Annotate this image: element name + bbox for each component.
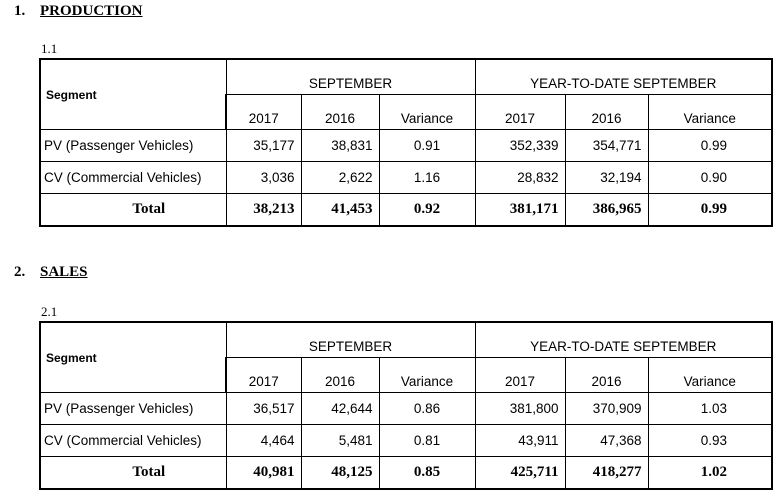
total-variance: 0.92 <box>379 194 475 227</box>
variance-cell: 0.91 <box>379 130 475 162</box>
total-label: Total <box>40 194 226 227</box>
total-value: 418,277 <box>565 457 648 490</box>
header-year: 2016 <box>301 95 379 130</box>
production-table <box>39 58 773 227</box>
segment-name: CV (Commercial Vehicles) <box>40 425 226 457</box>
value-cell: 32,194 <box>565 162 648 194</box>
total-row <box>40 457 772 490</box>
header-variance: Variance <box>379 95 475 130</box>
header-row-groups <box>40 322 772 358</box>
subsection-number: 1.1 <box>41 41 58 56</box>
section-title: SALES <box>40 264 88 280</box>
value-cell: 370,909 <box>565 393 648 425</box>
segment-name: CV (Commercial Vehicles) <box>40 162 226 194</box>
header-month: SEPTEMBER <box>226 59 475 95</box>
value-cell: 28,832 <box>475 162 565 194</box>
total-value: 386,965 <box>565 194 648 227</box>
header-variance: Variance <box>648 95 772 130</box>
sales-table <box>39 321 773 490</box>
value-cell: 354,771 <box>565 130 648 162</box>
value-cell: 42,644 <box>301 393 379 425</box>
total-value: 41,453 <box>301 194 379 227</box>
variance-cell: 1.03 <box>648 393 772 425</box>
header-month: SEPTEMBER <box>226 322 475 358</box>
section-heading-sales <box>14 264 88 281</box>
value-cell: 352,339 <box>475 130 565 162</box>
variance-cell: 0.81 <box>379 425 475 457</box>
section-heading-production <box>14 3 143 20</box>
total-value: 40,981 <box>226 457 301 490</box>
header-ytd: YEAR-TO-DATE SEPTEMBER <box>475 59 772 95</box>
header-year: 2017 <box>226 95 301 130</box>
value-cell: 47,368 <box>565 425 648 457</box>
segment-name: PV (Passenger Vehicles) <box>40 130 226 162</box>
total-value: 381,171 <box>475 194 565 227</box>
value-cell: 5,481 <box>301 425 379 457</box>
section-number: 2. <box>14 264 26 280</box>
header-variance: Variance <box>648 358 772 393</box>
value-cell: 2,622 <box>301 162 379 194</box>
total-value: 38,213 <box>226 194 301 227</box>
value-cell: 35,177 <box>226 130 301 162</box>
total-variance: 0.85 <box>379 457 475 490</box>
variance-cell: 0.93 <box>648 425 772 457</box>
header-variance: Variance <box>379 358 475 393</box>
variance-cell: 0.86 <box>379 393 475 425</box>
total-value: 48,125 <box>301 457 379 490</box>
header-ytd: YEAR-TO-DATE SEPTEMBER <box>475 322 772 358</box>
value-cell: 3,036 <box>226 162 301 194</box>
header-year: 2017 <box>226 358 301 393</box>
header-year: 2017 <box>475 95 565 130</box>
value-cell: 36,517 <box>226 393 301 425</box>
header-year: 2016 <box>565 358 648 393</box>
segment-name: PV (Passenger Vehicles) <box>40 393 226 425</box>
segment-header: Segment <box>40 322 226 393</box>
value-cell: 381,800 <box>475 393 565 425</box>
header-year: 2016 <box>565 95 648 130</box>
value-cell: 43,911 <box>475 425 565 457</box>
table-row <box>40 425 772 457</box>
total-label: Total <box>40 457 226 490</box>
value-cell: 4,464 <box>226 425 301 457</box>
total-variance: 1.02 <box>648 457 772 490</box>
segment-header: Segment <box>40 59 226 130</box>
section-title: PRODUCTION <box>40 3 143 19</box>
table-row <box>40 393 772 425</box>
total-variance: 0.99 <box>648 194 772 227</box>
value-cell: 38,831 <box>301 130 379 162</box>
header-year: 2017 <box>475 358 565 393</box>
header-row-groups <box>40 59 772 95</box>
variance-cell: 1.16 <box>379 162 475 194</box>
variance-cell: 0.90 <box>648 162 772 194</box>
table-row <box>40 130 772 162</box>
header-year: 2016 <box>301 358 379 393</box>
variance-cell: 0.99 <box>648 130 772 162</box>
subsection-number: 2.1 <box>41 304 58 319</box>
table-row <box>40 162 772 194</box>
total-value: 425,711 <box>475 457 565 490</box>
total-row <box>40 194 772 227</box>
section-number: 1. <box>14 3 26 19</box>
